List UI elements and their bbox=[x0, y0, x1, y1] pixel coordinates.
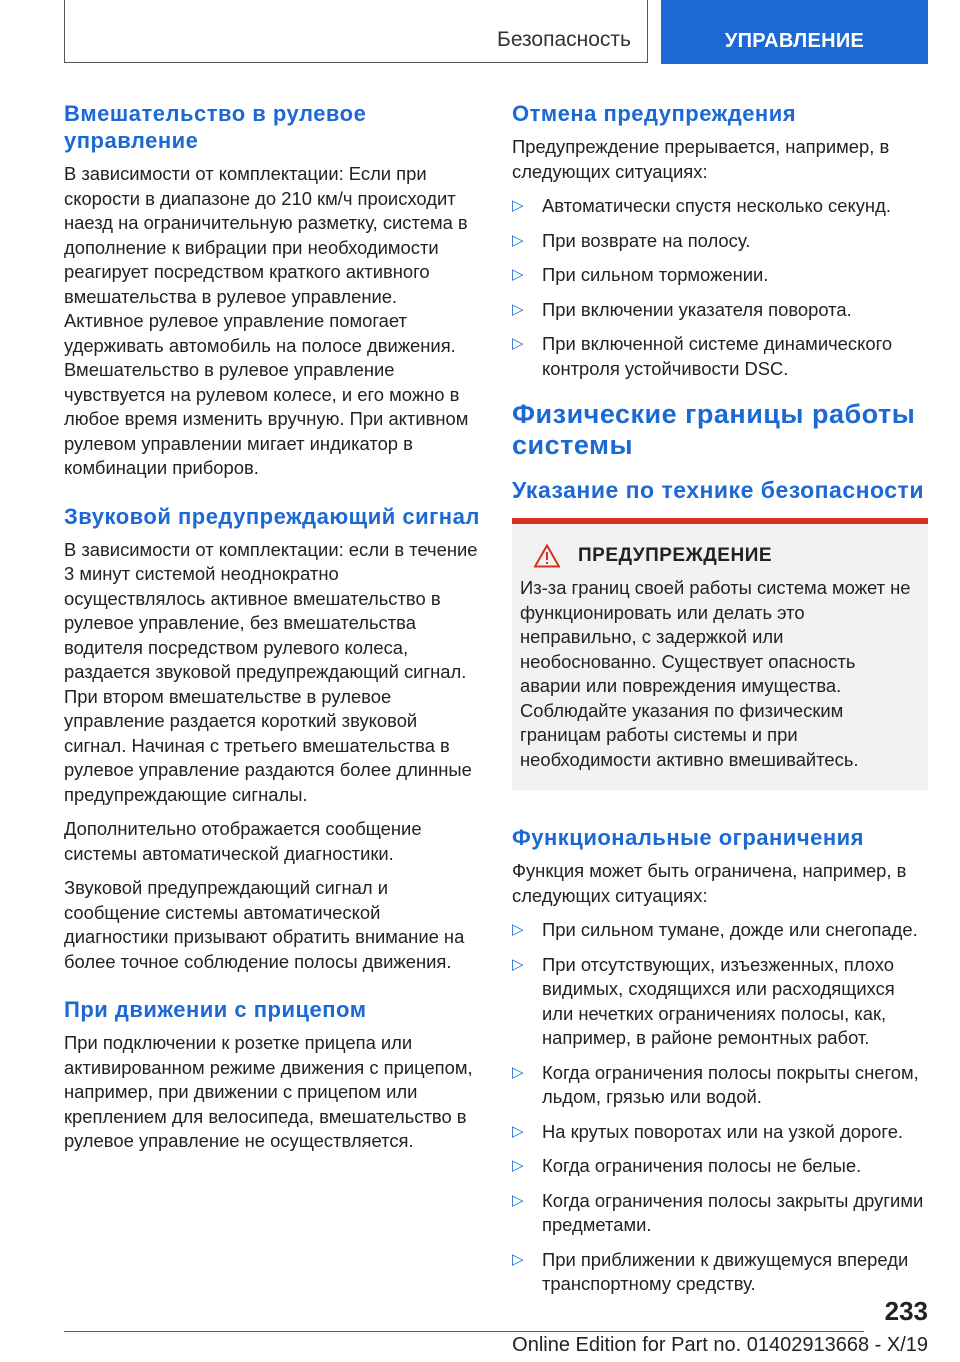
triangle-bullet-icon: ▷ bbox=[512, 955, 524, 973]
page-number: 233 bbox=[884, 1296, 928, 1326]
warning-box bbox=[512, 518, 928, 790]
section-tab: Безопасность bbox=[64, 0, 648, 63]
triangle-bullet-icon: ▷ bbox=[512, 1191, 524, 1209]
heading-safety-note: Указание по технике безопасности bbox=[512, 477, 924, 503]
paragraph: Предупреждение прерывается, например, в следующих ситуациях: bbox=[512, 136, 890, 182]
heading-acoustic-warning: Звуковой предупреждающий сигнал bbox=[64, 503, 480, 529]
page-header bbox=[64, 0, 928, 64]
list-item: ▷ Когда ограничения полосы не белые. bbox=[512, 1154, 928, 1179]
list-item: ▷ Когда ограничения полосы покрыты снегом, льдом, грязью или водой. bbox=[512, 1061, 919, 1107]
triangle-bullet-icon: ▷ bbox=[512, 197, 524, 214]
bullet-list bbox=[512, 194, 928, 381]
section-trailer bbox=[64, 996, 480, 1154]
section-cancel-warning bbox=[512, 100, 928, 381]
heading-system-limits: Физические границы работы системы bbox=[512, 399, 916, 460]
warning-text: Из-за границ своей работы система может не функционировать или делать это неправильно, с задержкой или необоснованно. Существует опасность аварии или повреждения имущества. Соблюдайте указания по физическим границам работы системы и при необходимости активно вмешивайтесь. bbox=[520, 577, 911, 770]
list-item: ▷ На крутых поворотах или на узкой дороге. bbox=[512, 1120, 928, 1145]
list-item: ▷ Когда ограничения полосы закрыты другими предметами. bbox=[512, 1189, 924, 1235]
warning-header bbox=[520, 544, 920, 568]
triangle-bullet-icon: ▷ bbox=[512, 1122, 524, 1140]
list-item: ▷ При сильном торможении. bbox=[512, 263, 928, 288]
paragraph: Звуковой предупреждающий сигнал и сообщение системы автоматической диагностики призывают обратить внимание на более точное соблюдение полосы движения. bbox=[64, 877, 465, 972]
heading-trailer: При движении с прицепом bbox=[64, 997, 367, 1022]
heading-cancel-warning: Отмена предупреждения bbox=[512, 101, 797, 126]
triangle-bullet-icon: ▷ bbox=[512, 335, 524, 352]
triangle-bullet-icon: ▷ bbox=[512, 1157, 524, 1174]
footer-edition: Online Edition for Part no. 01402913668 - X/19 bbox=[512, 1334, 928, 1356]
paragraph: В зависимости от комплектации: Если при скорости в диапазоне до 210 км/ч происходит наезд на ограничительную разметку, система в дополнение к вибрации при необходимости реагирует посредством краткого активного вмешательства в рулевое управление. Активное рулевое управление помогает удерживать автомобиль на полосе движения. Вмешательство в рулевое управление чувствуется на рулевом колесе, и его можно в любое время изменить вручную. При активном рулевом управлении мигает индикатор в комбинации приборов. bbox=[64, 163, 469, 478]
heading-steering-intervention: Вмешательство в рулевое управление bbox=[64, 101, 367, 153]
paragraph: При подключении к розетке прицепа или активированном режиме движения с прицепом, например, при движении с прицепом или креплением для велосипеда, вмешательство в рулевое управление не осуществляется. bbox=[64, 1032, 473, 1151]
list-item: ▷ При сильном тумане, дожде или снегопаде. bbox=[512, 918, 928, 943]
triangle-bullet-icon: ▷ bbox=[512, 921, 524, 938]
triangle-bullet-icon: ▷ bbox=[512, 1250, 524, 1268]
list-item: ▷ При включенной системе динамического контроля устойчивости DSC. bbox=[512, 333, 893, 379]
left-column bbox=[64, 100, 480, 1176]
section-acoustic-warning bbox=[64, 503, 480, 975]
warning-triangle-icon bbox=[534, 544, 560, 568]
triangle-bullet-icon: ▷ bbox=[512, 300, 524, 318]
warning-title: ПРЕДУПРЕЖДЕНИЕ bbox=[578, 545, 773, 566]
triangle-bullet-icon: ▷ bbox=[512, 1063, 524, 1081]
paragraph: Дополнительно отображается сообщение системы автоматической диагностики. bbox=[64, 818, 422, 864]
list-item: ▷ Автоматически спустя несколько секунд. bbox=[512, 194, 928, 219]
section-steering-intervention bbox=[64, 100, 480, 481]
list-item: ▷ При отсутствующих, изъезженных, плохо видимых, сходящихся или расходящихся или нечетких ограничениях полосы, как, например, в районе ремонтных работ. bbox=[512, 953, 895, 1048]
heading-functional-limits: Функциональные ограничения bbox=[512, 825, 864, 850]
bullet-list bbox=[512, 918, 928, 1297]
triangle-bullet-icon: ▷ bbox=[512, 266, 524, 283]
triangle-bullet-icon: ▷ bbox=[512, 231, 524, 249]
chapter-tab: УПРАВЛЕНИЕ bbox=[661, 0, 928, 64]
list-item: ▷ При включении указателя поворота. bbox=[512, 298, 928, 323]
paragraph: В зависимости от комплектации: если в течение 3 минут системой неоднократно осуществлялось активное вмешательство в рулевое управление, без вмешательства водителя посредством рулевого колеса, раздается звуковой предупреждающий сигнал. При втором вмешательстве в рулевое управление раздается короткий звуковой сигнал. Начиная с третьего вмешательства в рулевое управление раздаются более длинные предупреждающие сигналы. bbox=[64, 538, 478, 805]
list-item: ▷ При возврате на полосу. bbox=[512, 229, 928, 254]
right-column bbox=[512, 100, 928, 1319]
section-functional-limits bbox=[512, 824, 928, 1297]
footer-divider bbox=[64, 1331, 864, 1332]
paragraph: Функция может быть ограничена, например, в следующих ситуациях: bbox=[512, 860, 907, 906]
list-item: ▷ При приближении к движущемуся впереди транспортному средству. bbox=[512, 1248, 909, 1294]
